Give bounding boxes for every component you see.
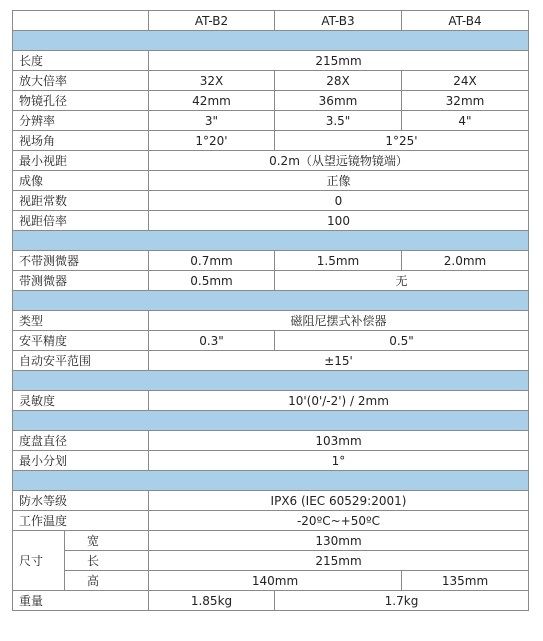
row-label: 不带测微器 <box>13 251 149 271</box>
row-label: 视距常数 <box>13 191 149 211</box>
section-band-general <box>13 471 529 491</box>
row-label: 视场角 <box>13 131 149 151</box>
table-row <box>13 451 529 471</box>
section-band-accuracy <box>13 231 529 251</box>
table-row <box>13 351 529 371</box>
spec-table <box>12 10 529 611</box>
table-row <box>13 91 529 111</box>
row-label: 最小视距 <box>13 151 149 171</box>
table-row <box>13 251 529 271</box>
row-label: 灵敏度 <box>13 391 149 411</box>
row-label: 类型 <box>13 311 149 331</box>
section-band-vial <box>13 371 529 391</box>
value-b4: 2.0mm <box>402 251 529 271</box>
table-row <box>13 191 529 211</box>
header-corner-cell <box>13 11 149 31</box>
row-value: 正像 <box>149 171 529 191</box>
row-value: 0 <box>149 191 529 211</box>
row-label: 带测微器 <box>13 271 149 291</box>
value-b4: 24X <box>402 71 529 91</box>
value-b2: 0.5mm <box>149 271 275 291</box>
header-row <box>13 11 529 31</box>
row-value: 103mm <box>149 431 529 451</box>
value-b2-b3: 140mm <box>149 571 402 591</box>
row-label: 成像 <box>13 171 149 191</box>
section-band-telescope <box>13 31 529 51</box>
row-value: 0.2m（从望远镜物镜端） <box>149 151 529 171</box>
value-b2: 1°20' <box>149 131 275 151</box>
row-value: 215mm <box>149 51 529 71</box>
value-b2: 0.7mm <box>149 251 275 271</box>
row-label: 最小分划 <box>13 451 149 471</box>
value-b4: 4" <box>402 111 529 131</box>
table-row <box>13 551 529 571</box>
model-header-b3: AT-B3 <box>275 11 402 31</box>
size-label: 尺寸 <box>13 531 65 591</box>
row-value: ±15' <box>149 351 529 371</box>
model-header-b2: AT-B2 <box>149 11 275 31</box>
value-b3: 3.5" <box>275 111 402 131</box>
table-row <box>13 571 529 591</box>
row-value: IPX6 (IEC 60529:2001) <box>149 491 529 511</box>
section-band-compensator <box>13 291 529 311</box>
size-sub-label: 长 <box>65 551 149 571</box>
value-b3-b4: 1°25' <box>275 131 529 151</box>
value-b2: 3" <box>149 111 275 131</box>
table-row <box>13 131 529 151</box>
table-row <box>13 511 529 531</box>
value-b3: 28X <box>275 71 402 91</box>
row-label: 视距倍率 <box>13 211 149 231</box>
row-value: 100 <box>149 211 529 231</box>
section-band-circle <box>13 411 529 431</box>
table-row <box>13 531 529 551</box>
row-label: 自动安平范围 <box>13 351 149 371</box>
table-row <box>13 331 529 351</box>
size-sub-label: 宽 <box>65 531 149 551</box>
row-label: 物镜孔径 <box>13 91 149 111</box>
value-b4: 32mm <box>402 91 529 111</box>
row-label: 分辨率 <box>13 111 149 131</box>
row-label: 安平精度 <box>13 331 149 351</box>
size-sub-label: 高 <box>65 571 149 591</box>
row-label: 防水等级 <box>13 491 149 511</box>
table-row <box>13 591 529 611</box>
table-row <box>13 111 529 131</box>
row-value: 130mm <box>149 531 529 551</box>
row-value: -20ºC~+50ºC <box>149 511 529 531</box>
value-b3-b4: 无 <box>275 271 529 291</box>
row-value: 10'(0'/-2') / 2mm <box>149 391 529 411</box>
table-row <box>13 491 529 511</box>
row-label: 重量 <box>13 591 149 611</box>
value-b3-b4: 0.5" <box>275 331 529 351</box>
row-label: 工作温度 <box>13 511 149 531</box>
row-value: 磁阻尼摆式补偿器 <box>149 311 529 331</box>
value-b3-b4: 1.7kg <box>275 591 529 611</box>
table-row <box>13 271 529 291</box>
value-b3: 36mm <box>275 91 402 111</box>
table-row <box>13 171 529 191</box>
value-b2: 0.3" <box>149 331 275 351</box>
value-b4: 135mm <box>402 571 529 591</box>
row-label: 长度 <box>13 51 149 71</box>
row-value: 1° <box>149 451 529 471</box>
table-row <box>13 431 529 451</box>
row-label: 度盘直径 <box>13 431 149 451</box>
table-row <box>13 71 529 91</box>
table-row <box>13 151 529 171</box>
table-row <box>13 391 529 411</box>
table-row <box>13 211 529 231</box>
row-label: 放大倍率 <box>13 71 149 91</box>
model-header-b4: AT-B4 <box>402 11 529 31</box>
value-b2: 1.85kg <box>149 591 275 611</box>
table-row <box>13 311 529 331</box>
row-value: 215mm <box>149 551 529 571</box>
value-b2: 32X <box>149 71 275 91</box>
value-b3: 1.5mm <box>275 251 402 271</box>
table-row <box>13 51 529 71</box>
value-b2: 42mm <box>149 91 275 111</box>
